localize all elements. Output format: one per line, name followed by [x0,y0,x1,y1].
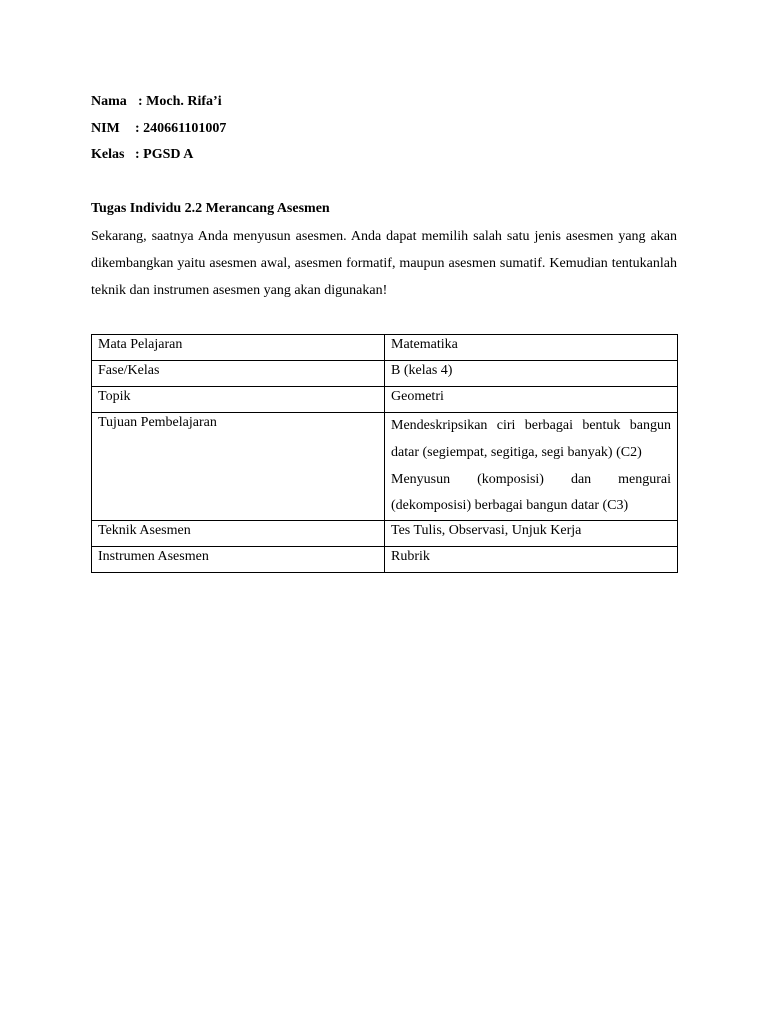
table-row [92,521,678,547]
table-cell-label: Instrumen Asesmen [92,547,385,573]
kelas-value: : PGSD A [135,147,194,162]
nim-value: : 240661101007 [135,120,227,136]
assessment-table [91,334,678,573]
table-cell-label: Fase/Kelas [92,361,385,387]
table-cell-value: B (kelas 4) [385,361,678,387]
nim-line [91,119,226,146]
table-row [92,547,678,573]
nama-value: : Moch. Rifa’i [138,94,222,109]
kelas-label: Kelas [91,147,125,162]
learning-goal-1: Mendeskripsikan ciri berbagai bentuk bangun datar (segiempat, segitiga, segi banyak) (C2) [391,418,671,460]
table-cell-label: Topik [92,387,385,413]
table-cell-label: Teknik Asesmen [92,521,385,547]
table-cell-label: Mata Pelajaran [92,335,385,361]
table-cell-label: Tujuan Pembelajaran [92,413,385,521]
kelas-line [91,145,226,172]
nama-label: Nama [91,94,127,109]
table-cell-value: Matematika [385,335,678,361]
table-cell-value: Geometri [385,387,678,413]
table-row [92,335,678,361]
nama-line [91,92,226,119]
learning-goal-2: Menyusun (komposisi) dan mengurai (dekomposisi) berbagai bangun datar (C3) [391,471,671,514]
table-cell-value: Rubrik [385,547,678,573]
task-instructions: Sekarang, saatnya Anda menyusun asesmen. Anda dapat memilih salah satu jenis asesmen yang akan dikembangkan yaitu asesmen awal, asesmen formatif, maupun asesmen sumatif. Kemudian tentukanlah teknik dan instrumen asesmen yang akan digunakan! [91,229,677,298]
student-info [91,92,226,172]
table-row [92,361,678,387]
table-cell-value [385,413,678,521]
task-title: Tugas Individu 2.2 Merancang Asesmen [91,201,330,216]
table-cell-value: Tes Tulis, Observasi, Unjuk Kerja [385,521,678,547]
nim-label: NIM [91,120,120,136]
table-row [92,387,678,413]
table-row [92,413,678,521]
